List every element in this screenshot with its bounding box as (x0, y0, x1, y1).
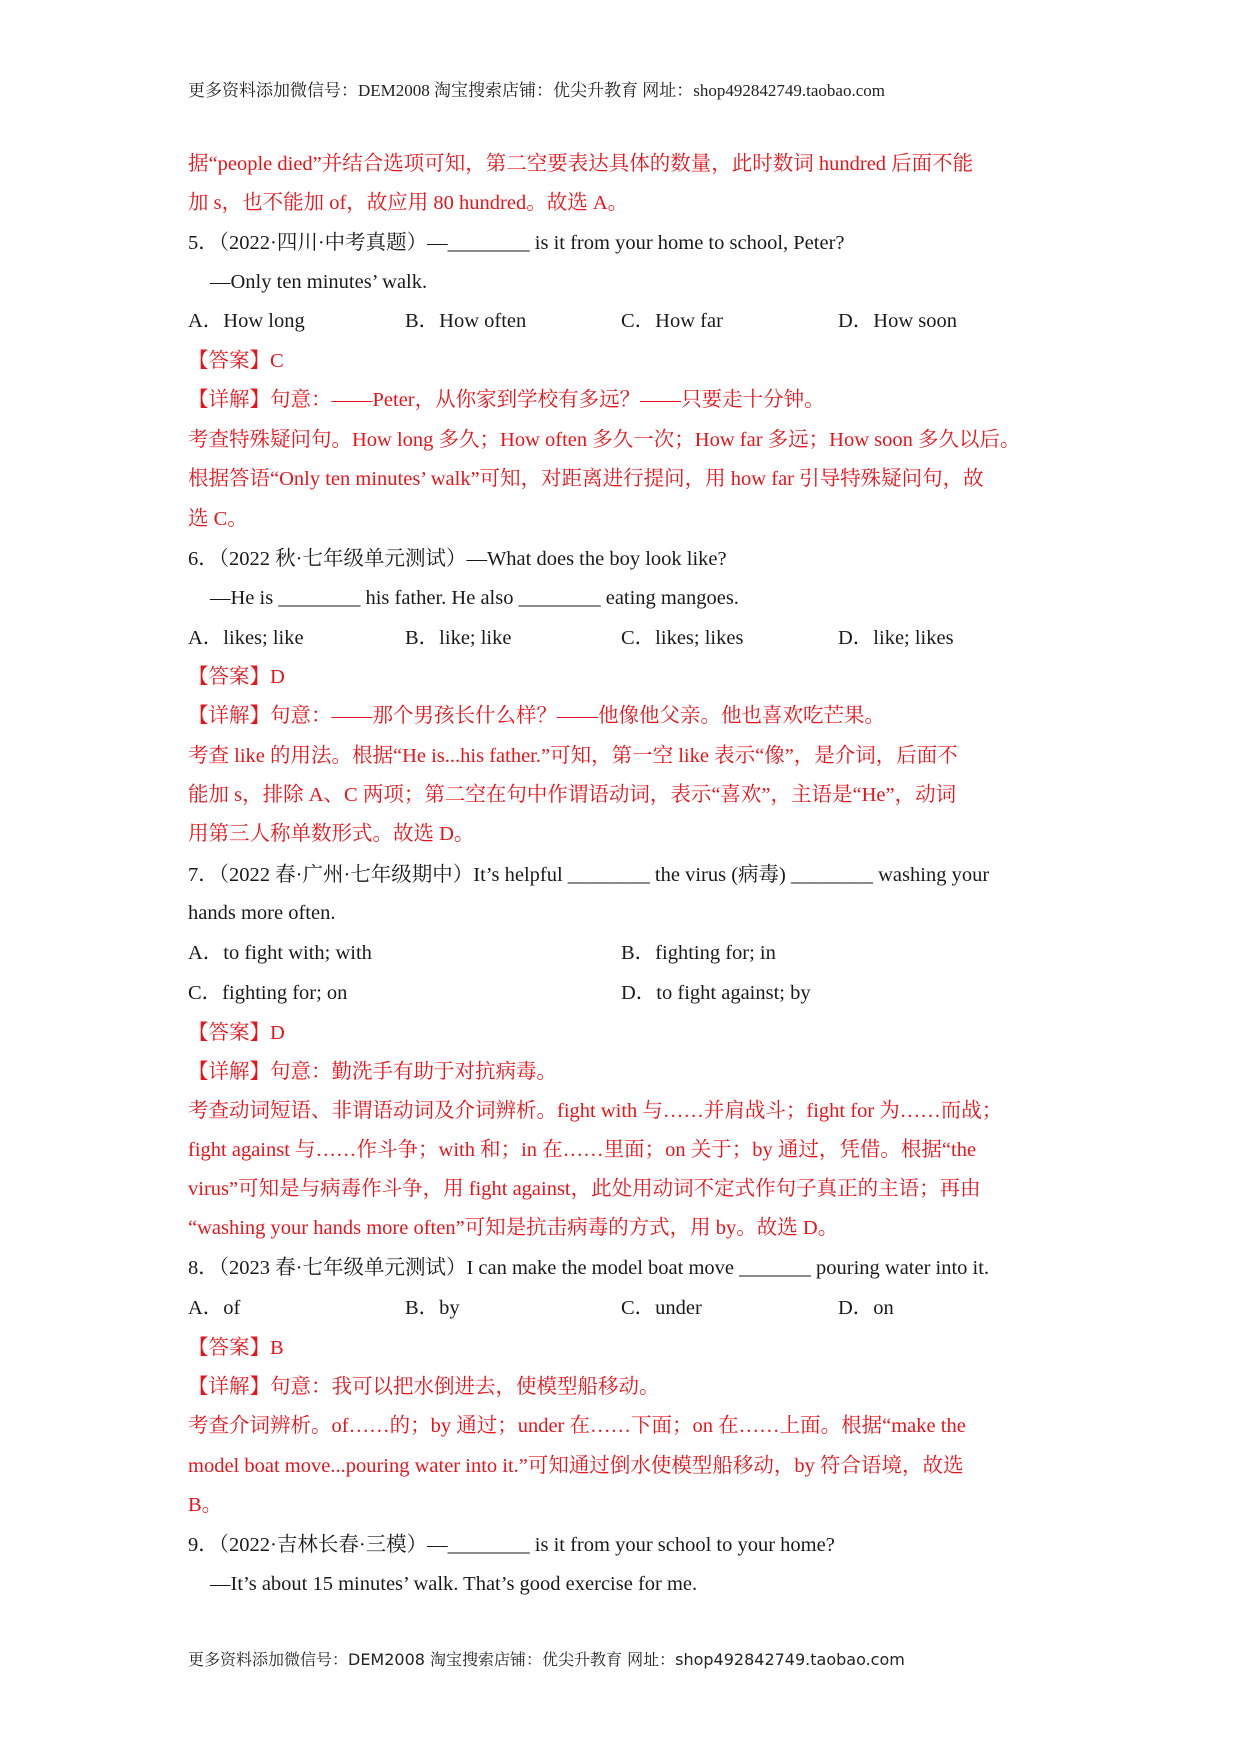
q6-answer: 【答案】D (188, 666, 285, 688)
q6-detail-line: 能加 s，排除 A、C 两项；第二空在句中作谓语动词，表示“喜欢”，主语是“He”，动词 (188, 784, 957, 806)
q6-detail-line: 【详解】句意：——那个男孩长什么样？——他像他父亲。他也喜欢吃芒果。 (188, 705, 885, 727)
q6-option-d: D．like; likes (838, 627, 954, 649)
q6-detail-line: 考查 like 的用法。根据“He is...his father.”可知，第一空 like 表示“像”，是介词，后面不 (188, 745, 958, 767)
q7-detail-line: “washing your hands more often”可知是抗击病毒的方式，用 by。故选 D。 (188, 1217, 839, 1239)
q5-option-d: D．How soon (838, 310, 958, 332)
page-footer: 更多资料添加微信号：DEM2008 淘宝搜索店铺：优尖升教育 网址：shop492842749.taobao.com (188, 1650, 905, 1669)
question-5-reply: —Only ten minutes’ walk. (210, 271, 428, 293)
q6-detail-line: 用第三人称单数形式。故选 D。 (188, 823, 475, 845)
q8-answer: 【答案】B (188, 1337, 284, 1359)
q7-detail-line: virus”可知是与病毒作斗争，用 fight against，此处用动词不定式作句子真正的主语；再由 (188, 1178, 981, 1200)
q5-detail-line: 【详解】句意：——Peter，从你家到学校有多远？——只要走十分钟。 (188, 389, 825, 411)
q8-detail-line: B。 (188, 1494, 223, 1516)
q8-option-b: B．by (405, 1297, 460, 1319)
explanation-line: 加 s，也不能加 of，故应用 80 hundred。故选 A。 (188, 192, 629, 214)
q7-detail-line: 【详解】句意：勤洗手有助于对抗病毒。 (188, 1061, 557, 1083)
q8-option-a: A．of (188, 1297, 241, 1319)
q5-option-b: B．How often (405, 310, 527, 332)
question-9-stem: 9．（2022·吉林长春·三模）—________ is it from your school to your home? (188, 1534, 835, 1556)
q7-detail-line: fight against 与……作斗争；with 和；in 在……里面；on 关于；by 通过，凭借。根据“the (188, 1139, 977, 1161)
question-5-stem: 5．（2022·四川·中考真题）—________ is it from your home to school, Peter? (188, 232, 845, 254)
q5-option-c: C．How far (621, 310, 723, 332)
q5-detail-line: 选 C。 (188, 508, 248, 530)
question-8-stem: 8．（2023 春·七年级单元测试）I can make the model boat move _______ pouring water into it. (188, 1257, 990, 1279)
question-6-reply: —He is ________ his father. He also ________ eating mangoes. (210, 587, 739, 609)
question-7-stem: 7．（2022 春·广州·七年级期中）It’s helpful ________ the virus (病毒) ________ washing your (188, 864, 990, 886)
q8-option-d: D．on (838, 1297, 894, 1319)
q8-option-c: C．under (621, 1297, 702, 1319)
q7-option-b: B．fighting for; in (621, 942, 776, 964)
q8-detail-line: 考查介词辨析。of……的；by 通过；under 在……下面；on 在……上面。根据“make the (188, 1415, 966, 1437)
q6-option-a: A．likes; like (188, 627, 304, 649)
q7-option-d: D．to fight against; by (621, 982, 811, 1004)
question-9-reply: —It’s about 15 minutes’ walk. That’s good exercise for me. (210, 1573, 698, 1595)
q5-answer: 【答案】C (188, 350, 284, 372)
q8-detail-line: model boat move...pouring water into it.”可知通过倒水使模型船移动，by 符合语境，故选 (188, 1455, 964, 1477)
q7-option-c: C．fighting for; on (188, 982, 348, 1004)
explanation-line: 据“people died”并结合选项可知，第二空要表达具体的数量，此时数词 hundred 后面不能 (188, 153, 974, 175)
page-header: 更多资料添加微信号：DEM2008 淘宝搜索店铺：优尖升教育 网址：shop492842749.taobao.com (188, 81, 885, 100)
q7-answer: 【答案】D (188, 1022, 285, 1044)
q8-detail-line: 【详解】句意：我可以把水倒进去，使模型船移动。 (188, 1376, 660, 1398)
q7-detail-line: 考查动词短语、非谓语动词及介词辨析。fight with 与……并肩战斗；fight for 为……而战； (188, 1100, 1003, 1122)
question-7-stem-cont: hands more often. (188, 902, 336, 924)
q5-detail-line: 考查特殊疑问句。How long 多久；How often 多久一次；How far 多远；How soon 多久以后。 (188, 429, 1021, 451)
q7-option-a: A．to fight with; with (188, 942, 372, 964)
q6-option-c: C．likes; likes (621, 627, 744, 649)
question-6-stem: 6．（2022 秋·七年级单元测试）—What does the boy look like? (188, 548, 727, 570)
q6-option-b: B．like; like (405, 627, 512, 649)
q5-detail-line: 根据答语“Only ten minutes’ walk”可知，对距离进行提问，用 how far 引导特殊疑问句，故 (188, 468, 984, 490)
q5-option-a: A．How long (188, 310, 305, 332)
